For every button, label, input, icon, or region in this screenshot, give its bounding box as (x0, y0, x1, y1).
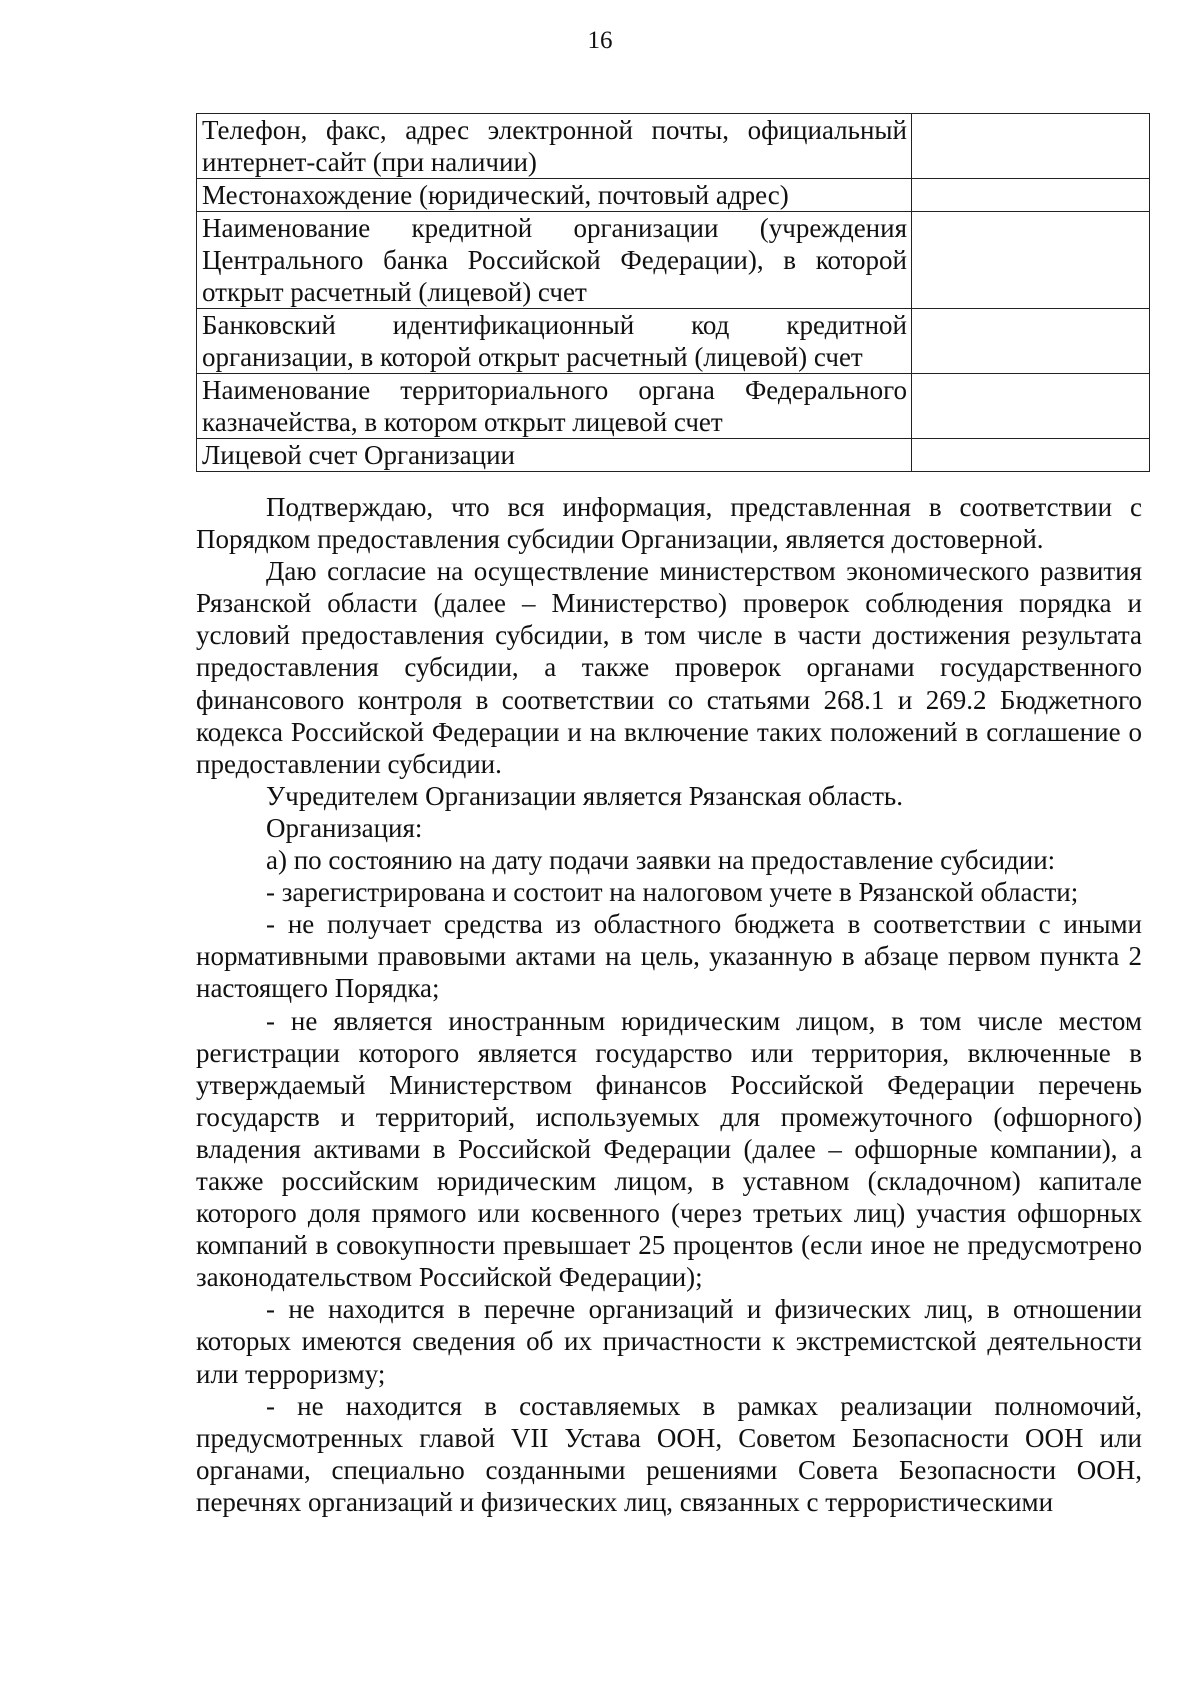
paragraph: - не находится в перечне организаций и физических лиц, в отношении которых имеются сведения об их причастности к экстремистской деятельности или терроризму; (196, 1294, 1142, 1389)
row-value (912, 179, 1150, 212)
row-label: Наименование кредитной организации (учреждения Центрального банка Российской Федерации), в которой открыт расчетный (лицевой) счет (197, 212, 912, 309)
paragraph: - не является иностранным юридическим лицом, в том числе местом регистрации которого является государство или территория, включенные в утверждаемый Министерством финансов Российской Федерации перечень государств и территорий, используемых для промежуточного (офшорного) владения активами в Российской Федерации (далее – офшорные компании), а также российским юридическим лицом, в уставном (складочном) капитале которого доля прямого или косвенного (через третьих лиц) участия офшорных компаний в совокупности превышает 25 процентов (если иное не предусмотрено законодательством Российской Федерации); (196, 1005, 1142, 1293)
row-label: Банковский идентификационный код кредитной организации, в которой открыт расчетный (лицевой) счет (197, 309, 912, 374)
table-row (197, 374, 1150, 439)
table-row (197, 179, 1150, 212)
paragraph: - не находится в составляемых в рамках реализации полномочий, предусмотренных главой VII Устава ООН, Советом Безопасности ООН или органами, специально созданными решениями Совета Безопасности ООН, перечнях организаций и физических лиц, связанных с террористическими (196, 1390, 1142, 1517)
table-row (197, 309, 1150, 374)
document-body (196, 491, 1142, 1518)
table-row (197, 114, 1150, 179)
paragraph: - не получает средства из областного бюджета в соответствии с иными нормативными правовыми актами на цель, указанную в абзаце первом пункта 2 настоящего Порядка; (196, 909, 1142, 1004)
page-number: 16 (587, 27, 613, 54)
organization-info-table (196, 113, 1150, 472)
row-value (912, 309, 1150, 374)
row-label: Наименование территориального органа Федерального казначейства, в котором открыт лицевой счет (197, 374, 912, 439)
paragraph: а) по состоянию на дату подачи заявки на предоставление субсидии: (266, 845, 1056, 876)
paragraph: Подтверждаю, что вся информация, представленная в соответствии с Порядком предоставления субсидии Организации, является достоверной. (196, 492, 1142, 555)
table-row (197, 212, 1150, 309)
paragraph: Учредителем Организации является Рязанская область. (266, 780, 903, 811)
row-value (912, 212, 1150, 309)
row-label: Лицевой счет Организации (197, 439, 912, 472)
paragraph: Даю согласие на осуществление министерством экономического развития Рязанской области (далее – Министерство) проверок соблюдения порядка и условий предоставления субсидии, в том числе в части достижения результата предоставления субсидии, а также проверок органами государственного финансового контроля в соответствии со статьями 268.1 и 269.2 Бюджетного кодекса Российской Федерации и на включение таких положений в соглашение о предоставлении субсидии. (196, 556, 1142, 779)
row-value (912, 439, 1150, 472)
paragraph: - зарегистрирована и состоит на налоговом учете в Рязанской области; (266, 877, 1079, 908)
row-value (912, 374, 1150, 439)
table-row (197, 439, 1150, 472)
paragraph: Организация: (266, 812, 423, 843)
row-label: Телефон, факс, адрес электронной почты, официальный интернет-сайт (при наличии) (197, 114, 912, 179)
row-value (912, 114, 1150, 179)
row-label: Местонахождение (юридический, почтовый адрес) (197, 179, 912, 212)
